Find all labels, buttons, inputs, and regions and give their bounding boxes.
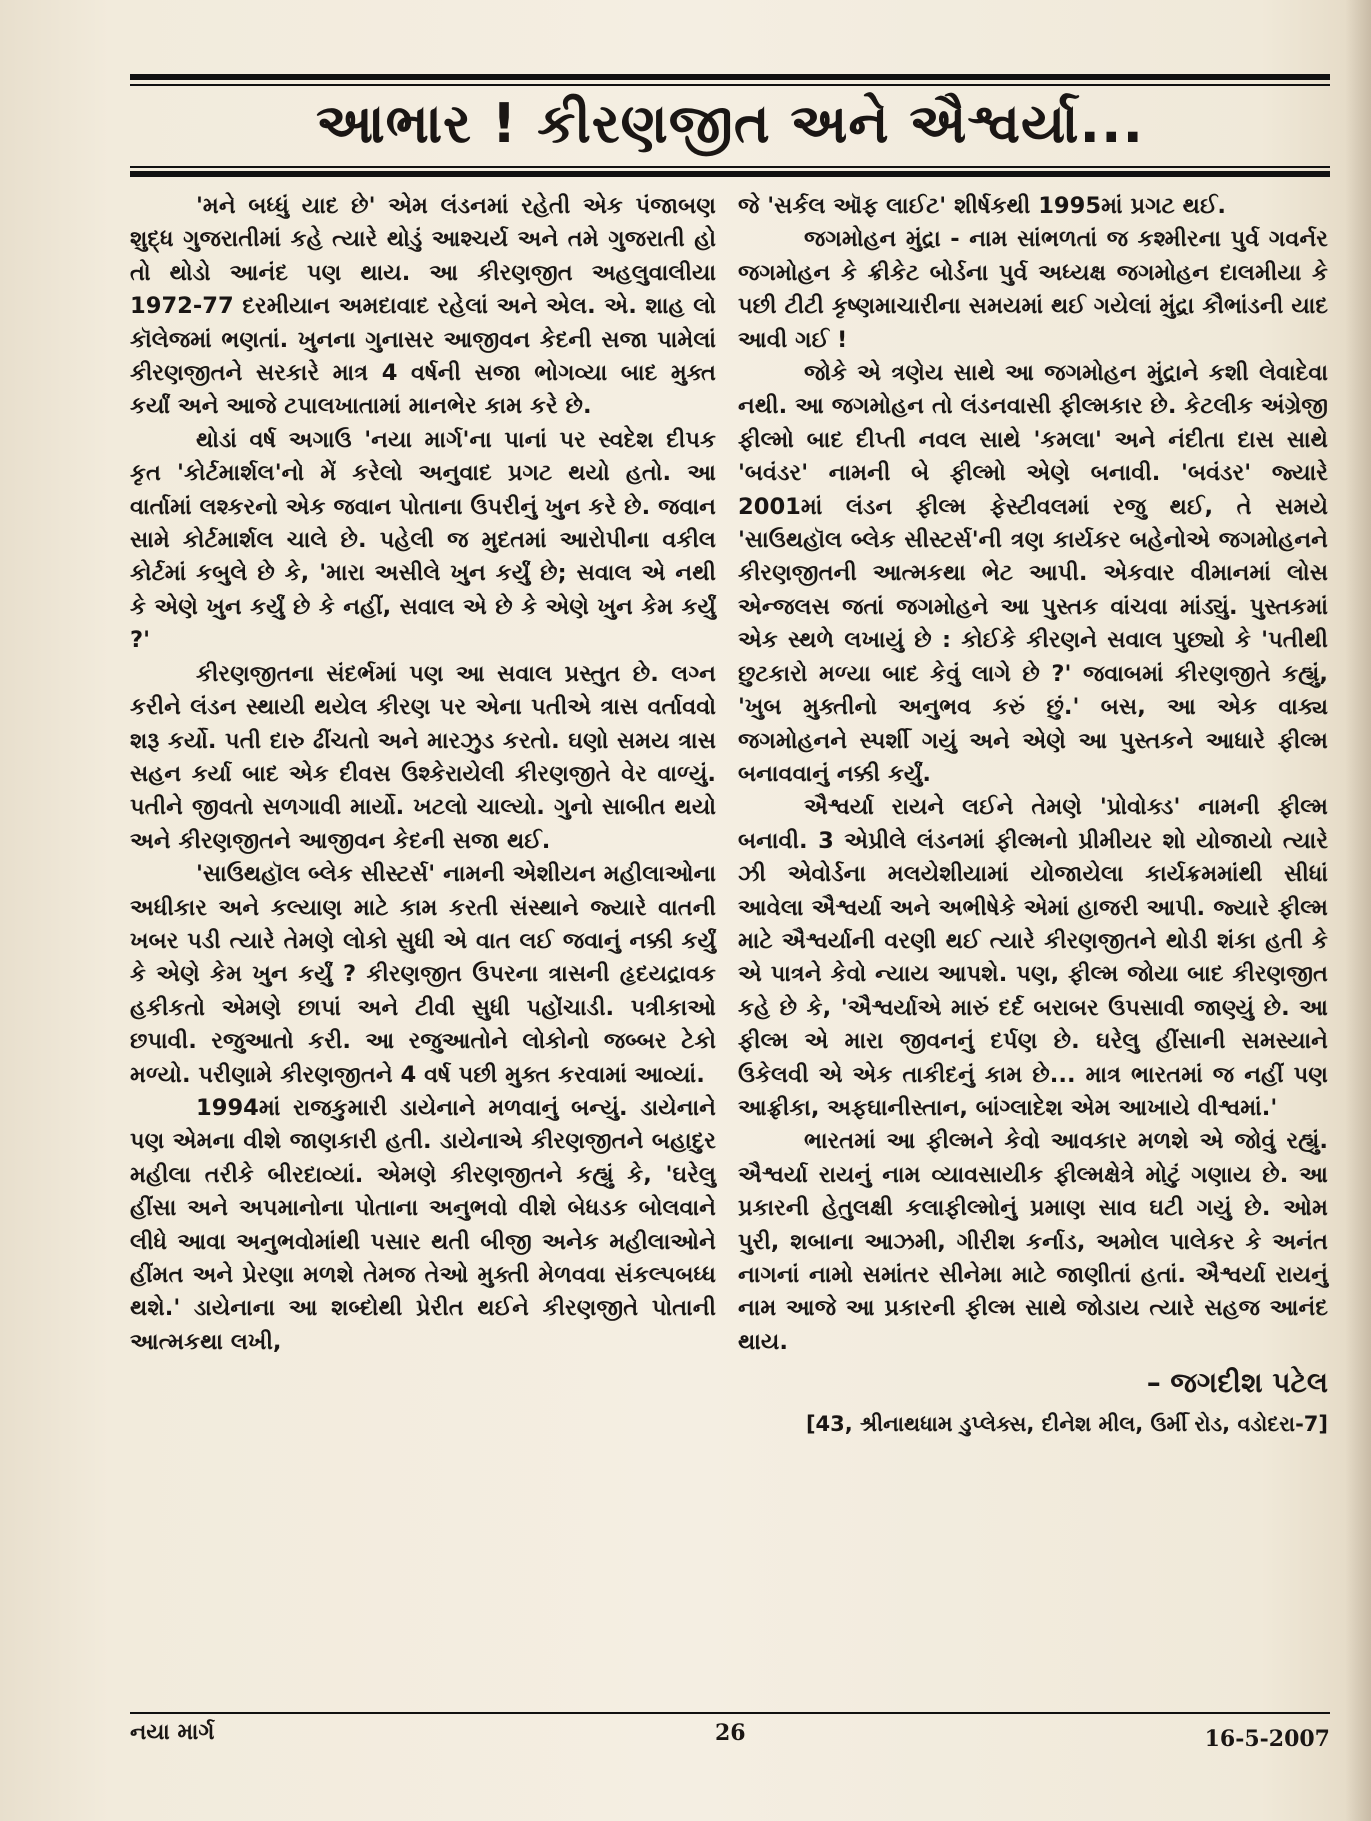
page-footer [130, 1720, 1330, 1760]
paragraph: જોકે એ ત્રણેય સાથે આ જગમોહન મુંદ્રાને કશી લેવાદેવા નથી. આ જગમોહન તો લંડનવાસી ફીલ્મકાર છે. કેટલીક અંગ્રેજી ફીલ્મો બાદ દીપ્તી નવલ સાથે 'કમલા' અને નંદીતા દાસ સાથે 'બવંડર' નામની બે ફીલ્મો એણે બનાવી. 'બવંડર' જ્યારે 2001માં લંડન ફીલ્મ ફેસ્ટીવલમાં રજુ થઈ, તે સમયે 'સાઉથહૉલ બ્લેક સીસ્ટર્સ'ની ત્રણ કાર્યકર બહેનોએ જગમોહનને કીરણજીતની આત્મકથા ભેટ આપી. એકવાર વીમાનમાં લોસ એન્જલસ જતાં જગમોહને આ પુસ્તક વાંચવા માંડ્યું. પુસ્તકમાં એક સ્થળે લખાયું છે : કોઈકે કીરણને સવાલ પુછ્યો કે 'પતીથી છુટકારો મળ્યા બાદ કેવું લાગે છે ?' જવાબમાં કીરણજીતે કહ્યું, 'ખુબ મુક્તીનો અનુભવ કરું છું.' બસ, આ એક વાક્ય જગમોહનને સ્પર્શી ગયું અને એણે આ પુસ્તકને આધારે ફીલ્મ બનાવવાનું નક્કી કર્યું. [738, 360, 1328, 787]
paragraph: કીરણજીતના સંદર્ભમાં પણ આ સવાલ પ્રસ્તુત છે. લગ્ન કરીને લંડન સ્થાયી થયેલ કીરણ પર એના પતીએ ત્રાસ વર્તાવવો શરૂ કર્યો. પતી દારુ ઢીંચતો અને મારઝુડ કરતો. ઘણો સમય ત્રાસ સહન કર્યા બાદ એક દીવસ ઉશ્કેરાયેલી કીરણજીતે વેર વાળ્યું. પતીને જીવતો સળગાવી માર્યો. ખટલો ચાલ્યો. ગુનો સાબીત થયો અને કીરણજીતને આજીવન કેદની સજા થઈ. [130, 660, 716, 854]
magazine-name: નયા માર્ગ [130, 1720, 215, 1745]
footer-rule [130, 1712, 1330, 1714]
top-rule [130, 74, 1330, 80]
page-edge-shadow [1345, 0, 1371, 1821]
title-bottom-rule [130, 166, 1330, 168]
paragraph: થોડાં વર્ષ અગાઉ 'નયા માર્ગ'ના પાનાં પર સ્વદેશ દીપક કૃત 'કોર્ટમાર્શલ'નો મેં કરેલો અનુવાદ પ્રગટ થયો હતો. આ વાર્તામાં લશ્કરનો એક જવાન પોતાના ઉપરીનું ખુન કરે છે. જવાન સામે કોર્ટમાર્શલ ચાલે છે. પહેલી જ મુદતમાં આરોપીના વકીલ કોર્ટમાં કબુલે છે કે, 'મારા અસીલે ખુન કર્યું છે; સવાલ એ નથી કે એણે ખુન કર્યું છે કે નહીં, સવાલ એ છે કે એણે ખુન કેમ કર્યું ?' [130, 426, 716, 654]
paragraph: 'સાઉથહૉલ બ્લેક સીસ્ટર્સ' નામની એશીયન મહીલાઓના અધીકાર અને કલ્યાણ માટે કામ કરતી સંસ્થાને જ્યારે વાતની ખબર પડી ત્યારે તેમણે લોકો સુધી એ વાત લઈ જવાનું નક્કી કર્યું કે એણે કેમ ખુન કર્યું ? કીરણજીત ઉપરના ત્રાસની હૃદયદ્રાવક હકીકતો એમણે છાપાં અને ટીવી સુધી પહોંચાડી. પત્રીકાઓ છપાવી. રજુઆતો કરી. આ રજુઆતોને લોકોનો જબ્બર ટેકો મળ્યો. પરીણામે કીરણજીતને 4 વર્ષ પછી મુક્ત કરવામાં આવ્યાં. [130, 861, 716, 1088]
author-address: [43, શ્રીનાથધામ ડુપ્લેક્સ, દીનેશ મીલ, ઉર્મી રોડ, વડોદરા-7] [805, 1412, 1328, 1437]
paragraph: જે 'સર્કલ ઑફ લાઈટ' શીર્ષકથી 1995માં પ્રગટ થઈ. [738, 193, 1226, 219]
title-bottom-rule-thick [130, 171, 1330, 177]
author-signature: – જગદીશ પટેલ [1146, 1366, 1328, 1400]
paragraph: ઐશ્વર્યા રાયને લઈને તેમણે 'પ્રોવોક્ડ' નામની ફીલ્મ બનાવી. 3 એપ્રીલે લંડનમાં ફીલ્મનો પ્રીમીયર શો યોજાયો ત્યારે ઝી એવોર્ડના મલયેશીયામાં યોજાયેલા કાર્યક્રમમાંથી સીધાં આવેલા ઐશ્વર્યા અને અભીષેકે એમાં હાજરી આપી. જ્યારે ફીલ્મ માટે ઐશ્વર્યાની વરણી થઈ ત્યારે કીરણજીતને થોડી શંકા હતી કે એ પાત્રને કેવો ન્યાય આપશે. પણ, ફીલ્મ જોયા બાદ કીરણજીત કહે છે કે, 'ઐશ્વર્યાએ મારું દર્દ બરાબર ઉપસાવી જાણ્યું છે. આ ફીલ્મ એ મારા જીવનનું દર્પણ છે. ઘરેલુ હીંસાની સમસ્યાને ઉકેલવી એ એક તાકીદનું કામ છે... માત્ર ભારતમાં જ નહીં પણ આફ્રીકા, અફઘાનીસ્તાન, બાંગ્લાદેશ એમ આખાયે વીશ્વમાં.' [738, 794, 1328, 1121]
right-column [738, 190, 1328, 1441]
article-title: આભાર ! કીરણજીત અને ઐશ્વર્યા... [315, 92, 1145, 155]
paragraph: 'મને બધ્ધું યાદ છે' એમ લંડનમાં રહેતી એક પંજાબણ શુદ્ધ ગુજરાતીમાં કહે ત્યારે થોડું આશ્ચર્ય અને તમે ગુજરાતી હો તો થોડો આનંદ પણ થાય. આ કીરણજીત અહલુવાલીયા 1972-77 દરમીયાન અમદાવાદ રહેલાં અને એલ. એ. શાહ લો કૉલેજમાં ભણતાં. ખુનના ગુનાસર આજીવન કેદની સજા પામેલાં કીરણજીતને સરકારે માત્ર 4 વર્ષની સજા ભોગવ્યા બાદ મુક્ત કર્યાં અને આજે ટપાલખાતામાં માનભેર કામ કરે છે. [130, 193, 716, 420]
issue-date: 16-5-2007 [1204, 1726, 1330, 1752]
paragraph: જગમોહન મુંદ્રા - નામ સાંભળતાં જ કશ્મીરના પુર્વ ગવર્નર જગમોહન કે ક્રીકેટ બોર્ડના પુર્વ અધ્યક્ષ જગમોહન દાલમીયા કે પછી ટીટી કૃષ્ણમાચારીના સમયમાં થઈ ગયેલાં મુંદ્રા કૌભાંડની યાદ આવી ગઈ ! [738, 226, 1328, 353]
page-number: 26 [715, 1720, 746, 1746]
paragraph: ભારતમાં આ ફીલ્મને કેવો આવકાર મળશે એ જોવું રહ્યું. ઐશ્વર્યા રાયનું નામ વ્યાવસાયીક ફીલ્મક્ષેત્રે મોટું ગણાય છે. આ પ્રકારની હેતુલક્ષી કલાફીલ્મોનું પ્રમાણ સાવ ઘટી ગયું છે. ઓમ પુરી, શબાના આઝમી, ગીરીશ કર્નાડ, અમોલ પાલેકર કે અનંત નાગનાં નામો સમાંતર સીનેમા માટે જાણીતાં હતાં. ઐશ્વર્યા રાયનું નામ આજે આ પ્રકારની ફીલ્મ સાથે જોડાય ત્યારે સહજ આનંદ થાય. [738, 1128, 1328, 1355]
paragraph: 1994માં રાજકુમારી ડાયેનાને મળવાનું બન્યું. ડાયેનાને પણ એમના વીશે જાણકારી હતી. ડાયેનાએ કીરણજીતને બહાદુર મહીલા તરીકે બીરદાવ્યાં. એમણે કીરણજીતને કહ્યું કે, 'ઘરેલુ હીંસા અને અપમાનોના પોતાના અનુભવો વીશે બેધડક બોલવાને લીધે આવા અનુભવોમાંથી પસાર થતી બીજી અનેક મહીલાઓને હીંમત અને પ્રેરણા મળશે તેમજ તેઓ મુક્તી મેળવવા સંકલ્પબધ્ધ થશે.' ડાયેનાના આ શબ્દોથી પ્રેરીત થઈને કીરણજીતે પોતાની આત્મકથા લખી, [130, 1094, 716, 1355]
left-column [130, 190, 716, 1359]
